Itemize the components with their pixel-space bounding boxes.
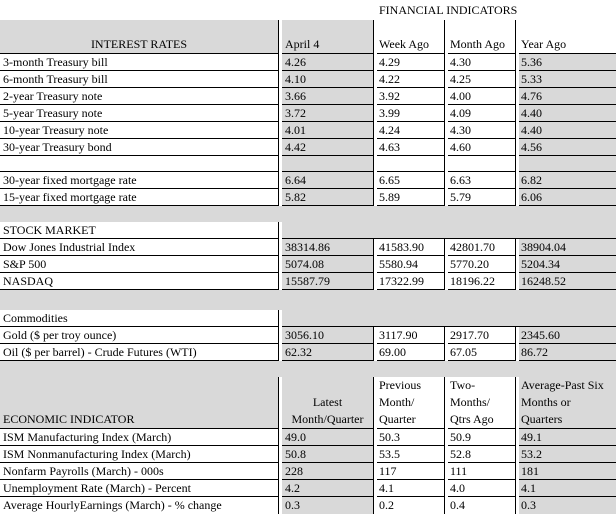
row-value: 228	[282, 463, 374, 480]
row-value: 4.00	[448, 88, 516, 105]
row-value: 181	[519, 463, 616, 480]
table-row	[0, 446, 616, 463]
col-header-latest	[282, 377, 374, 429]
col-header-line: Average-Past Six	[521, 378, 604, 392]
header-fill	[282, 222, 616, 239]
row-value: 42801.70	[448, 239, 516, 256]
row-value: 4.09	[448, 105, 516, 122]
row-value: 67.05	[448, 344, 516, 361]
row-value: 5580.94	[377, 256, 445, 273]
row-value: 50.8	[282, 446, 374, 463]
table-row	[0, 327, 616, 344]
col-header-line: Latest	[312, 395, 343, 409]
row-value: 5.33	[519, 71, 616, 88]
row-value: 4.60	[448, 139, 516, 156]
table-row	[0, 54, 616, 71]
col-header-line: Month/	[379, 395, 415, 409]
table-row	[0, 122, 616, 139]
row-value: 6.65	[377, 172, 445, 189]
col-header-previous	[377, 377, 445, 429]
row-value: 17322.99	[377, 273, 445, 290]
row-value: 117	[377, 463, 445, 480]
interest-rates-header-row	[0, 20, 616, 54]
interest-rates-section-label: INTEREST RATES	[0, 20, 279, 54]
row-value: 4.1	[377, 480, 445, 497]
row-value: 4.30	[448, 54, 516, 71]
row-label: S&P 500	[0, 256, 279, 273]
commodities-header-row	[0, 310, 616, 327]
col-header-two-ago	[448, 377, 516, 429]
row-value: 52.8	[448, 446, 516, 463]
row-value: 4.2	[282, 480, 374, 497]
row-value: 16248.52	[519, 273, 616, 290]
commodities-section-label: Commodities	[0, 310, 279, 327]
row-value: 4.40	[519, 122, 616, 139]
row-value: 4.56	[519, 139, 616, 156]
table-row	[0, 71, 616, 88]
row-label: ISM Manufacturing Index (March)	[0, 429, 279, 446]
row-value: 53.2	[519, 446, 616, 463]
row-value: 4.01	[282, 122, 374, 139]
col-header-line: Month/Quarter	[291, 412, 364, 426]
col-header-month-ago: Month Ago	[448, 20, 516, 54]
row-value: 4.42	[282, 139, 374, 156]
row-label: ISM Nonmanufacturing Index (March)	[0, 446, 279, 463]
stock-market-header-row	[0, 222, 616, 239]
row-value: 4.30	[448, 122, 516, 139]
spacer-cell	[519, 156, 616, 172]
row-label: Nonfarm Payrolls (March) - 000s	[0, 463, 279, 480]
row-value: 111	[448, 463, 516, 480]
row-value: 49.0	[282, 429, 374, 446]
economic-header-row	[0, 377, 616, 429]
economic-section-label: ECONOMIC INDICATOR	[0, 377, 279, 429]
title-row	[0, 0, 616, 20]
row-value: 0.3	[519, 497, 616, 514]
row-label: Dow Jones Industrial Index	[0, 239, 279, 256]
row-value: 4.24	[377, 122, 445, 139]
row-value: 4.76	[519, 88, 616, 105]
table-row	[0, 139, 616, 156]
row-label: 30-year Treasury bond	[0, 139, 279, 156]
row-value: 5204.34	[519, 256, 616, 273]
table-row	[0, 256, 616, 273]
col-header-line: Months or	[521, 395, 571, 409]
row-value: 5.36	[519, 54, 616, 71]
row-value: 4.25	[448, 71, 516, 88]
row-label: 15-year fixed mortgage rate	[0, 189, 279, 206]
table-row	[0, 239, 616, 256]
row-value: 0.3	[282, 497, 374, 514]
spacer-row	[0, 156, 616, 172]
row-value: 50.9	[448, 429, 516, 446]
row-value: 18196.22	[448, 273, 516, 290]
table-row	[0, 88, 616, 105]
row-value: 4.29	[377, 54, 445, 71]
row-label: 5-year Treasury note	[0, 105, 279, 122]
sheet-title: FINANCIAL INDICATORS	[379, 3, 518, 17]
row-value: 4.63	[377, 139, 445, 156]
row-value: 5074.08	[282, 256, 374, 273]
table-row	[0, 429, 616, 446]
row-value: 5770.20	[448, 256, 516, 273]
row-label: 10-year Treasury note	[0, 122, 279, 139]
row-value: 3.72	[282, 105, 374, 122]
col-header-week-ago: Week Ago	[377, 20, 445, 54]
table-row	[0, 480, 616, 497]
row-label: 30-year fixed mortgage rate	[0, 172, 279, 189]
row-value: 69.00	[377, 344, 445, 361]
row-value: 3.92	[377, 88, 445, 105]
row-label: Average HourlyEarnings (March) - % change	[0, 497, 279, 514]
row-label: 3-month Treasury bill	[0, 54, 279, 71]
row-value: 3.99	[377, 105, 445, 122]
row-value: 53.5	[377, 446, 445, 463]
table-row	[0, 273, 616, 290]
row-value: 50.3	[377, 429, 445, 446]
spacer-cell	[377, 156, 445, 172]
table-row	[0, 344, 616, 361]
row-value: 3.66	[282, 88, 374, 105]
row-value: 5.89	[377, 189, 445, 206]
table-row	[0, 497, 616, 514]
header-fill	[282, 310, 616, 327]
stock-market-section-label: STOCK MARKET	[0, 222, 279, 239]
col-header-line: Months/	[450, 395, 491, 409]
row-value: 49.1	[519, 429, 616, 446]
row-value: 0.4	[448, 497, 516, 514]
row-value: 6.63	[448, 172, 516, 189]
row-value: 5.79	[448, 189, 516, 206]
row-value: 15587.79	[282, 273, 374, 290]
section-gap	[0, 206, 616, 222]
table-row	[0, 189, 616, 206]
col-header-average	[519, 377, 616, 429]
row-value: 62.32	[282, 344, 374, 361]
section-gap	[0, 361, 616, 377]
table-row	[0, 105, 616, 122]
row-value: 2345.60	[519, 327, 616, 344]
row-label: 2-year Treasury note	[0, 88, 279, 105]
row-value: 4.40	[519, 105, 616, 122]
col-header-current: April 4	[282, 20, 374, 54]
col-header-line: Quarters	[521, 412, 563, 426]
row-value: 86.72	[519, 344, 616, 361]
row-value: 38904.04	[519, 239, 616, 256]
row-label: Gold ($ per troy ounce)	[0, 327, 279, 344]
row-value: 3056.10	[282, 327, 374, 344]
table-row	[0, 172, 616, 189]
row-label: Unemployment Rate (March) - Percent	[0, 480, 279, 497]
row-value: 4.10	[282, 71, 374, 88]
col-header-year-ago: Year Ago	[519, 20, 616, 54]
spacer-cell	[0, 156, 279, 172]
section-gap	[0, 290, 616, 310]
row-value: 4.1	[519, 480, 616, 497]
table-row	[0, 463, 616, 480]
row-value: 4.0	[448, 480, 516, 497]
row-value: 6.64	[282, 172, 374, 189]
row-value: 4.26	[282, 54, 374, 71]
row-value: 41583.90	[377, 239, 445, 256]
row-value: 2917.70	[448, 327, 516, 344]
row-value: 6.06	[519, 189, 616, 206]
row-value: 4.22	[377, 71, 445, 88]
col-header-line: Qtrs Ago	[450, 412, 494, 426]
row-label: NASDAQ	[0, 273, 279, 290]
spacer-cell	[282, 156, 374, 172]
col-header-line: Quarter	[379, 412, 416, 426]
row-value: 38314.86	[282, 239, 374, 256]
row-label: 6-month Treasury bill	[0, 71, 279, 88]
row-value: 3117.90	[377, 327, 445, 344]
row-value: 5.82	[282, 189, 374, 206]
row-value: 6.82	[519, 172, 616, 189]
col-header-line: Two-	[450, 378, 476, 392]
row-value: 0.2	[377, 497, 445, 514]
col-header-line: Previous	[379, 378, 421, 392]
spacer-cell	[448, 156, 516, 172]
row-label: Oil ($ per barrel) - Crude Futures (WTI)	[0, 344, 279, 361]
